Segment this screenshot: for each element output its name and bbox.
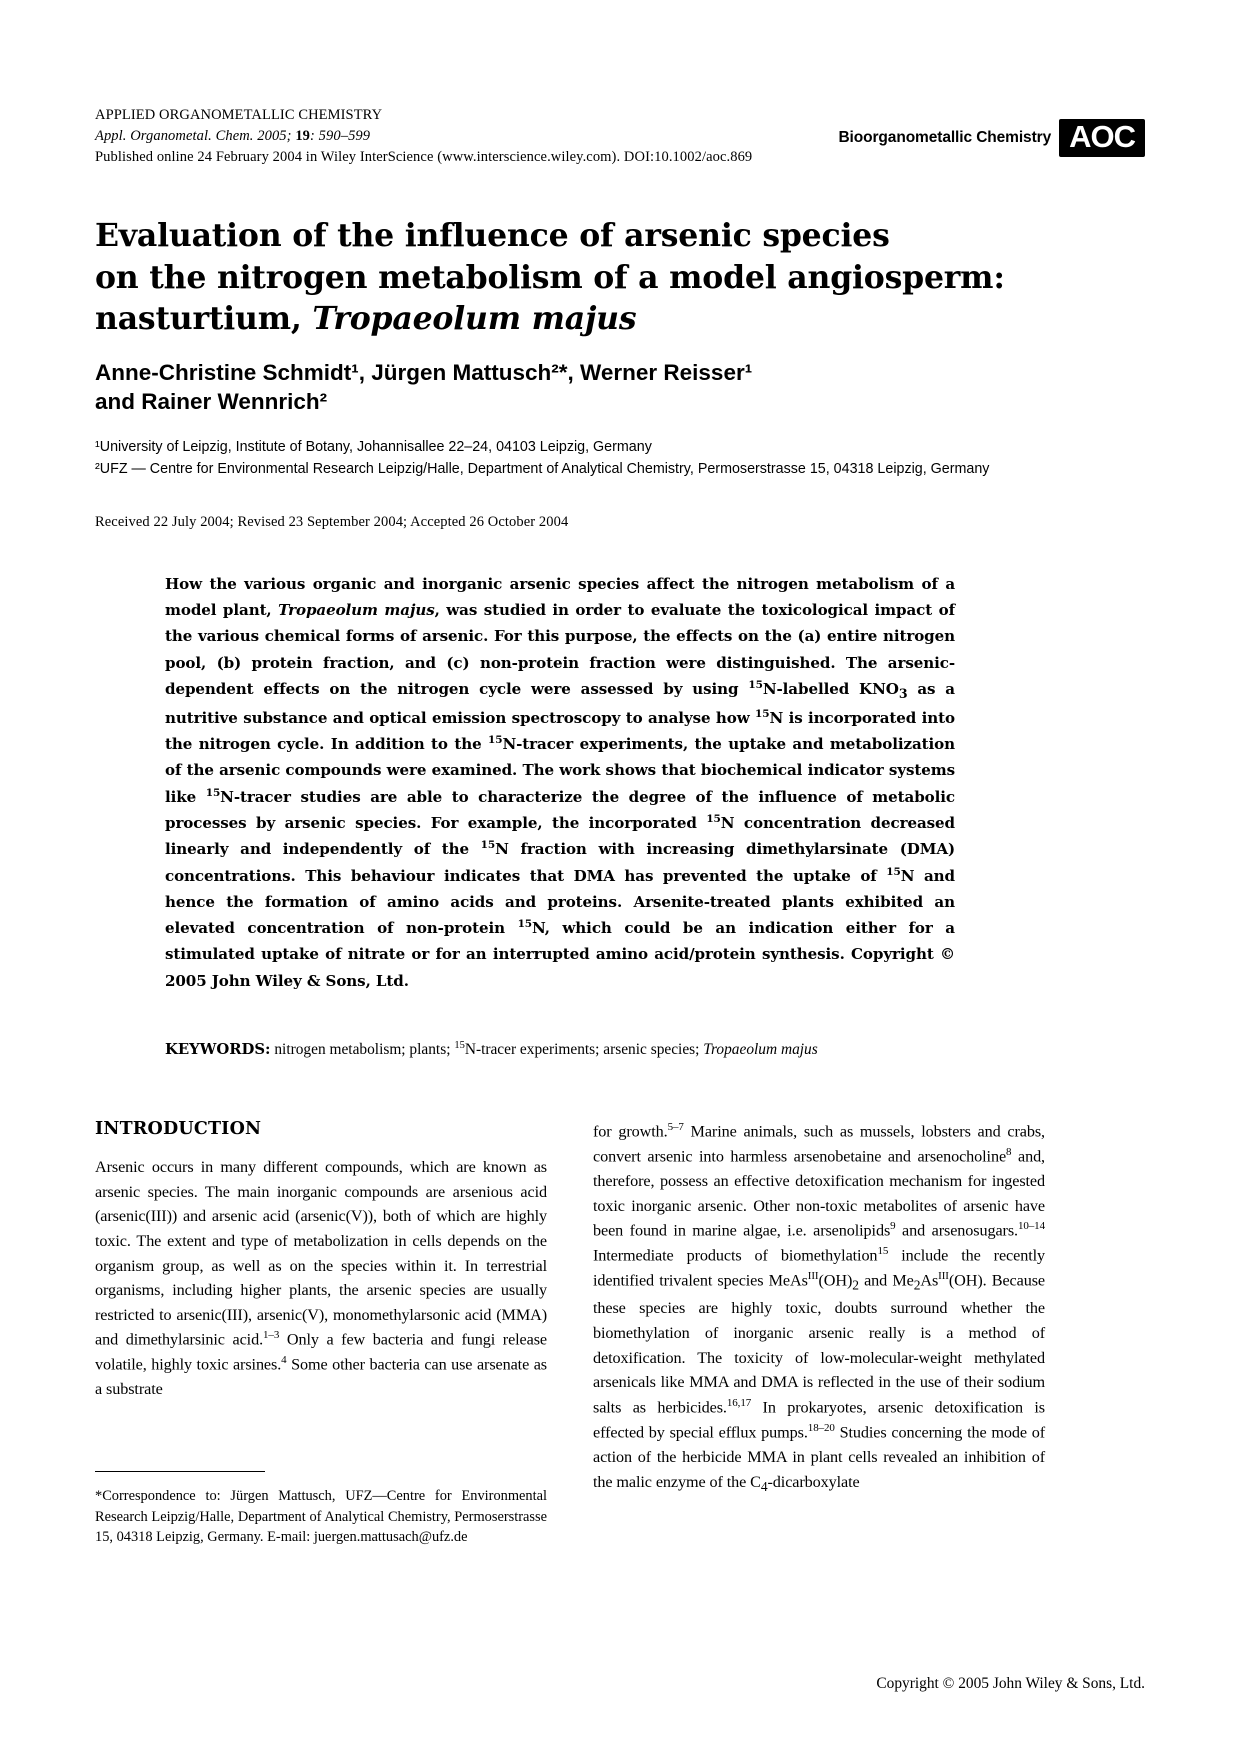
title-line-1: Evaluation of the influence of arsenic species — [95, 217, 890, 254]
citation-year: 2005; — [253, 128, 296, 145]
keywords — [165, 1040, 965, 1059]
history-dates: Received 22 July 2004; Revised 23 September 2004; Accepted 26 October 2004 — [95, 513, 569, 530]
page-footer-copyright: Copyright © 2005 John Wiley & Sons, Ltd. — [876, 1675, 1145, 1692]
affiliations — [95, 437, 1145, 480]
section-label: Bioorganometallic Chemistry — [838, 129, 1052, 146]
title-line-3 — [95, 298, 1145, 340]
keywords-label: KEYWORDS: — [165, 1041, 271, 1058]
aoc-logo: AOC — [1059, 119, 1145, 157]
intro-paragraph: Arsenic occurs in many different compounds, which are known as arsenic species. The main inorganic compounds are arsenious acid (arsenic(III)) and arsenic acid (arsenic(V)), both of which are highly toxic. The extent and type of metabolization in cells depends on the organism group, as well as on the species within it. In terrestrial organisms, including higher plants, the arsenic species are usually restricted to arsenic(III), arsenic(V), monomethylarsonic acid (MMA) and dimethylarsinic acid.$^{1-3}$ Only a few bacteria and fungi release volatile, highly toxic arsines.$^4$ Some other bacteria can use arsenate as a substrate — [95, 1158, 548, 1399]
body-columns — [95, 1119, 1145, 1562]
left-column — [95, 1119, 547, 1562]
journal-name: APPLIED ORGANOMETALLIC CHEMISTRY — [95, 107, 383, 123]
intro-paragraph-continued: for growth.$^{5-7}$ Marine animals, such as mussels, lobsters and crabs, convert arsenic into harmless arsenobetaine and arsenocholine$^8$ and, therefore, possess an effective detoxification mechanism for ingested toxic inorganic arsenic. Other non-toxic metabolites of arsenic have been found in marine algae, i.e. arsenolipids$^9$ and arsenosugars.$^{10-14}$ Intermediate products of biomethylation$^{15}$ include the recently identified trivalent species $MeAs^{III}(OH)_2$ and $Me_2As^{III}(OH)$. Because these species are highly toxic, doubts surround whether the biomethylation of inorganic arsenic really is a method of detoxification. The toxicity of low-molecular-weight methylated arsenicals like MMA and DMA is reflected in the use of their sodium salts as herbicides.$^{16,17}$ In prokaryotes, arsenic detoxification is effected by special efflux pumps.$^{18-20}$ Studies concerning the mode of action of the herbicide MMA in plant cells revealed an inhibition of the malic enzyme of the $C_4$-dicarboxylate — [593, 1121, 1046, 1494]
correspondence-footnote: *Correspondence to: Jürgen Mattusch, UFZ—Centre for Environmental Research Leipzig/Halle, Department of Analytical Chemistry, Permoserstrasse 15, 04318 Leipzig, Germany. E-mail: juergen.mattusach@ufz.de — [95, 1488, 547, 1546]
author-line-1: Anne-Christine Schmidt¹, Jürgen Mattusch²*, Werner Reisser¹ — [95, 359, 753, 385]
abstract: How the various organic and inorganic arsenic species affect the nitrogen metabolism of a model plant, Tropaeolum majus, was studied in order to evaluate the toxicological impact of the various chemical forms of arsenic. For this purpose, the effects on the (a) entire nitrogen pool, (b) protein fraction, and (c) non-protein fraction were distinguished. The arsenic-dependent effects on the nitrogen cycle were assessed by using $^{15}$N-labelled $KNO_3$ as a nutritive substance and optical emission spectroscopy to analyse how $^{15}$N is incorporated into the nitrogen cycle. In addition to the $^{15}$N-tracer experiments, the uptake and metabolization of the arsenic compounds were examined. The work shows that biochemical indicator systems like $^{15}$N-tracer studies are able to characterize the degree of the influence of metabolic processes by arsenic species. For example, the incorporated $^{15}$N concentration decreased linearly and independently of the $^{15}$N fraction with increasing dimethylarsinate (DMA) concentrations. This behaviour indicates that DMA has prevented the uptake of $^{15}$N and hence the formation of amino acids and proteins. Arsenite-treated plants exhibited an elevated concentration of non-protein $^{15}$N, which could be an indication either for a stimulated uptake of nitrate or for an interrupted amino acid/protein synthesis. Copyright © 2005 John Wiley & Sons, Ltd. — [165, 574, 956, 990]
keywords-text: nitrogen metabolism; plants; $^{15}$N-tracer experiments; arsenic species; Tropaeolum majus — [274, 1039, 818, 1058]
title-species-prefix: nasturtium, — [95, 300, 313, 338]
footnote-rule — [95, 1471, 265, 1472]
section-heading-introduction: INTRODUCTION — [95, 1119, 262, 1139]
citation-pages: : 590–599 — [310, 128, 371, 145]
author-list — [95, 358, 1145, 417]
masthead-branding — [838, 119, 1145, 157]
left-column-content — [95, 1119, 547, 1449]
title-line-2: on the nitrogen metabolism of a model angiosperm: — [95, 258, 1005, 296]
affiliation-1: ¹University of Leipzig, Institute of Botany, Johannisallee 22–24, 04103 Leipzig, Germany — [95, 439, 652, 456]
doi-line: Published online 24 February 2004 in Wiley InterScience (www.interscience.wiley.com). DOI:10.1002/aoc.869 — [95, 149, 753, 166]
author-line-2: and Rainer Wennrich² — [95, 389, 328, 415]
title-species-italic: Tropaeolum majus — [312, 300, 637, 338]
citation-volume: 19 — [295, 128, 311, 145]
affiliation-2: ²UFZ — Centre for Environmental Research Leipzig/Halle, Department of Analytical Chemistry, Permoserstrasse 15, 04318 Leipzig, Germany — [95, 460, 990, 477]
right-column — [593, 1119, 1045, 1562]
page-title — [95, 215, 1145, 340]
journal-abbrev: Appl. Organometal. Chem. — [95, 128, 254, 145]
masthead — [95, 105, 1145, 177]
